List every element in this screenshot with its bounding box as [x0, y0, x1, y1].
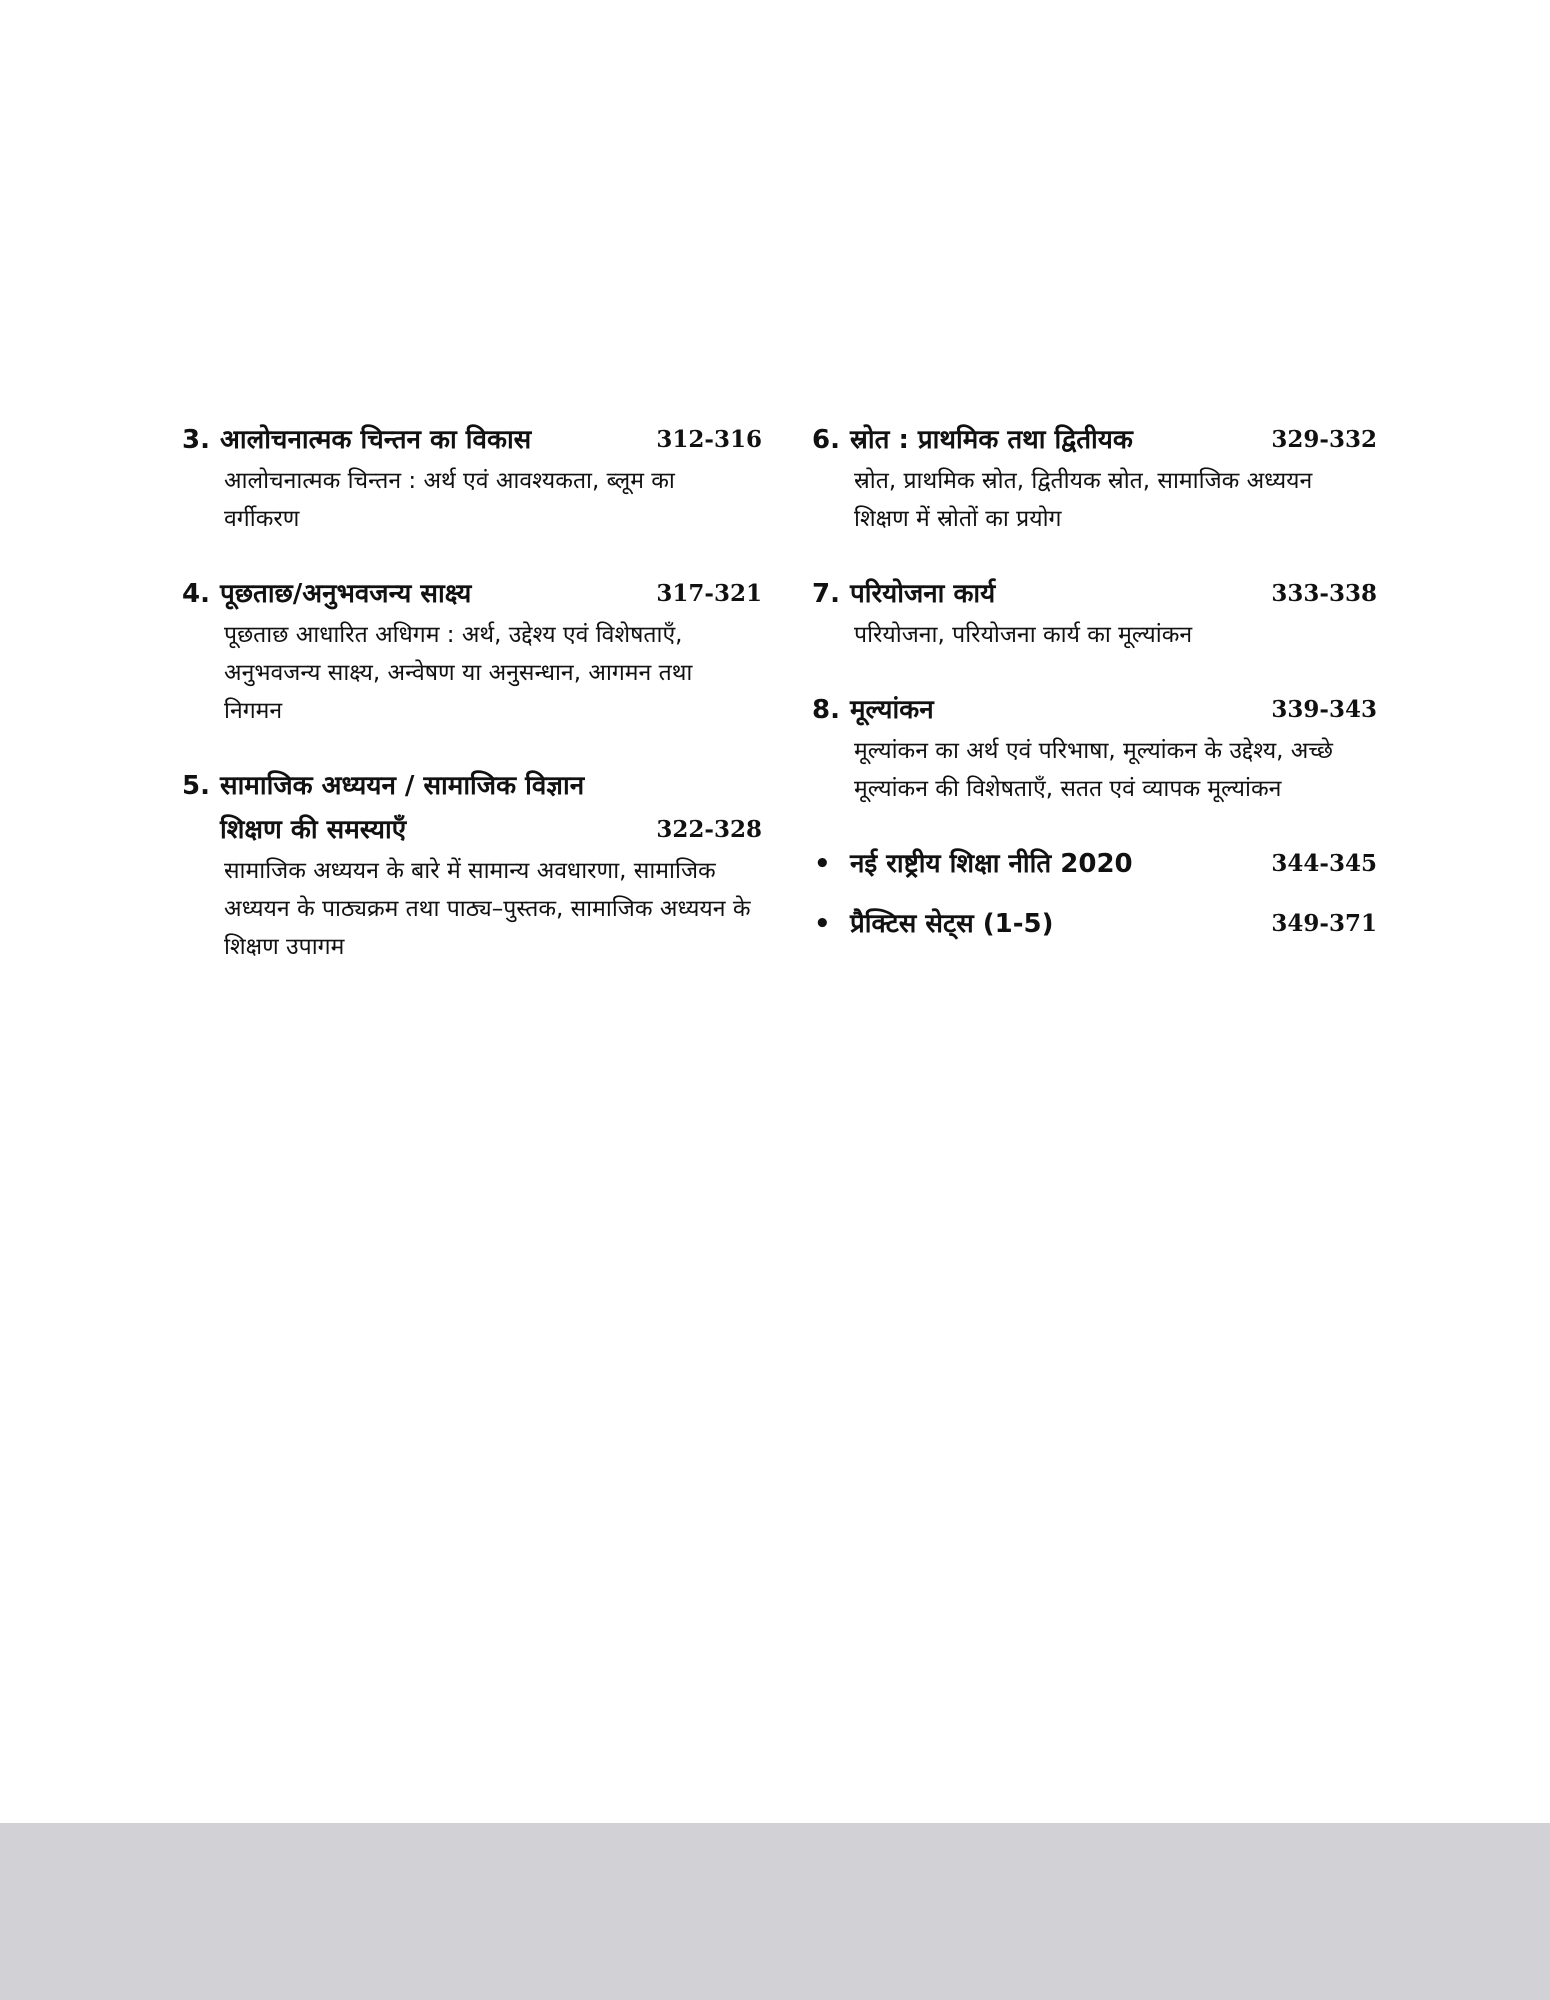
- chapter-number: 3.: [182, 425, 210, 455]
- page-range: 322-328: [656, 816, 762, 843]
- chapter-number: 6.: [812, 425, 840, 455]
- chapter-topics: स्रोत, प्राथमिक स्रोत, द्वितीयक स्रोत, सामाजिक अध्ययन शिक्षण में स्रोतों का प्रयोग: [854, 468, 1313, 532]
- toc-entry-8: [812, 688, 1377, 808]
- toc-entry-heading: [812, 418, 1377, 462]
- toc-entry-heading: [182, 418, 762, 462]
- chapter-number: 7.: [812, 579, 840, 609]
- appendix-list: [812, 842, 1377, 946]
- toc-entry-heading: [812, 572, 1377, 616]
- chapter-number: 8.: [812, 695, 840, 725]
- page-range: 349-371: [1271, 910, 1377, 937]
- appendix-item-practice-sets: [812, 902, 1377, 946]
- page-range: 317-321: [656, 580, 762, 607]
- chapter-title: परियोजना कार्य: [850, 579, 996, 609]
- toc-entry-5: [182, 764, 762, 966]
- bullet-icon: •: [814, 909, 831, 939]
- page-range: 312-316: [656, 426, 762, 453]
- chapter-topics: परियोजना, परियोजना कार्य का मूल्यांकन: [854, 622, 1193, 648]
- page-range: 329-332: [1271, 426, 1377, 453]
- chapter-number: 4.: [182, 579, 210, 609]
- appendix-title: नई राष्ट्रीय शिक्षा नीति 2020: [850, 849, 1133, 879]
- toc-entry-7: [812, 572, 1377, 654]
- toc-left-column: [182, 418, 762, 1000]
- page-range: 333-338: [1271, 580, 1377, 607]
- page-range: 339-343: [1271, 696, 1377, 723]
- appendix-title: प्रैक्टिस सेट्स (1-5): [850, 909, 1054, 939]
- toc-entry-heading: [182, 764, 762, 852]
- chapter-title: आलोचनात्मक चिन्तन का विकास: [220, 425, 532, 455]
- chapter-title: स्रोत : प्राथमिक तथा द्वितीयक: [850, 425, 1133, 455]
- chapter-topics: आलोचनात्मक चिन्तन : अर्थ एवं आवश्यकता, ब्लूम का वर्गीकरण: [224, 468, 675, 532]
- chapter-number: 5.: [182, 771, 210, 801]
- bullet-icon: •: [814, 849, 831, 879]
- toc-right-column: [812, 418, 1377, 962]
- chapter-topics: सामाजिक अध्ययन के बारे में सामान्य अवधारणा, सामाजिक अध्ययन के पाठ्यक्रम तथा पाठ्य–पुस्तक, सामाजिक अध्ययन के शिक्षण उपागम: [224, 858, 751, 960]
- appendix-item-education-policy: [812, 842, 1377, 886]
- chapter-title: सामाजिक अध्ययन / सामाजिक विज्ञान शिक्षण की समस्याएँ: [220, 771, 585, 845]
- toc-entry-heading: [182, 572, 762, 616]
- chapter-title: पूछताछ/अनुभवजन्य साक्ष्य: [220, 579, 472, 609]
- toc-entry-3: [182, 418, 762, 538]
- toc-entry-heading: [812, 688, 1377, 732]
- toc-entry-4: [182, 572, 762, 730]
- chapter-topics: मूल्यांकन का अर्थ एवं परिभाषा, मूल्यांकन के उद्देश्य, अच्छे मूल्यांकन की विशेषताएँ, सतत एवं व्यापक मूल्यांकन: [854, 738, 1333, 802]
- chapter-title: मूल्यांकन: [850, 695, 934, 725]
- toc-entry-6: [812, 418, 1377, 538]
- page-range: 344-345: [1271, 850, 1377, 877]
- chapter-topics: पूछताछ आधारित अधिगम : अर्थ, उद्देश्य एवं विशेषताएँ, अनुभवजन्य साक्ष्य, अन्वेषण या अनुसन्धान, आगमन तथा निगमन: [224, 622, 693, 724]
- footer-band: [0, 1823, 1550, 2000]
